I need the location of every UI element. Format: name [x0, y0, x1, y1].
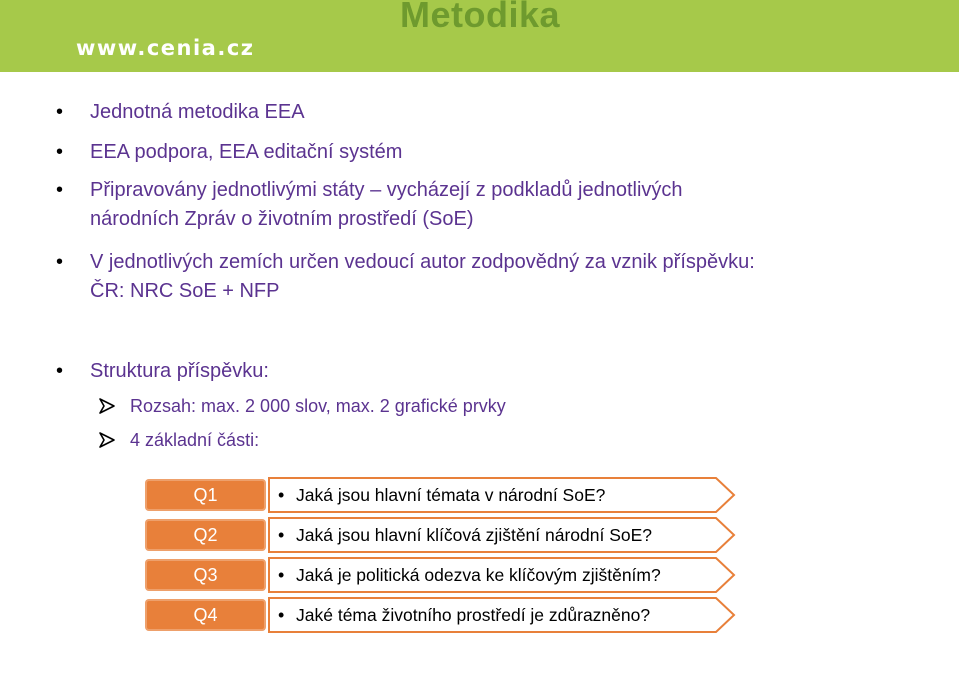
slide-title: Metodika: [400, 0, 561, 35]
question-row-q2: [268, 517, 736, 553]
bullet-dot: •: [278, 485, 285, 505]
sub-item: [130, 394, 506, 418]
bullet-text-line2: národních Zpráv o životním prostředí (SoE): [90, 208, 474, 230]
bullet-item: [90, 98, 910, 127]
question-row-q3: [268, 557, 736, 593]
bullet-text: EEA podpora, EEA editační systém: [90, 141, 403, 163]
bullet-item: [90, 357, 910, 386]
bullet-text-line2: ČR: NRC SoE + NFP: [90, 280, 280, 302]
bullet-dot: •: [278, 565, 285, 585]
logo-url: www.cenia.cz: [76, 36, 255, 60]
bullet-dot: •: [278, 605, 285, 625]
question-text: Jaká je politická odezva ke klíčovým zjištěním?: [296, 565, 661, 585]
bullet-item: [90, 248, 910, 306]
arrowhead-icon: [98, 397, 116, 415]
sub-item: [130, 428, 259, 452]
bullet-item: [90, 176, 910, 234]
sub-item-text: 4 základní části:: [130, 430, 260, 450]
bullet-text: Struktura příspěvku:: [90, 360, 269, 382]
q1-box: Q1: [145, 479, 266, 511]
bullet-dot: •: [278, 525, 285, 545]
question-text: Jaká jsou hlavní klíčová zjištění národní SoE?: [296, 525, 653, 545]
bullet-text: Jednotná metodika EEA: [90, 101, 305, 123]
question-text: Jaká jsou hlavní témata v národní SoE?: [296, 485, 606, 505]
sub-item-text: Rozsah: max. 2 000 slov, max. 2 grafické prvky: [130, 396, 506, 416]
bullet-text-line1: • Připravovány jednotlivými státy – vycházejí z podkladů jednotlivých: [90, 179, 683, 201]
q2-box: Q2: [145, 519, 266, 551]
bullet-item: [90, 138, 910, 167]
question-row-q4: [268, 597, 736, 633]
q3-box: Q3: [145, 559, 266, 591]
arrowhead-icon: [98, 431, 116, 449]
header-band: [0, 0, 959, 72]
q4-box: Q4: [145, 599, 266, 631]
question-row-q1: [268, 477, 736, 513]
bullet-text-line1: • V jednotlivých zemích určen vedoucí autor zodpovědný za vznik příspěvku:: [90, 251, 755, 273]
question-text: Jaké téma životního prostředí je zdůrazněno?: [296, 605, 651, 625]
